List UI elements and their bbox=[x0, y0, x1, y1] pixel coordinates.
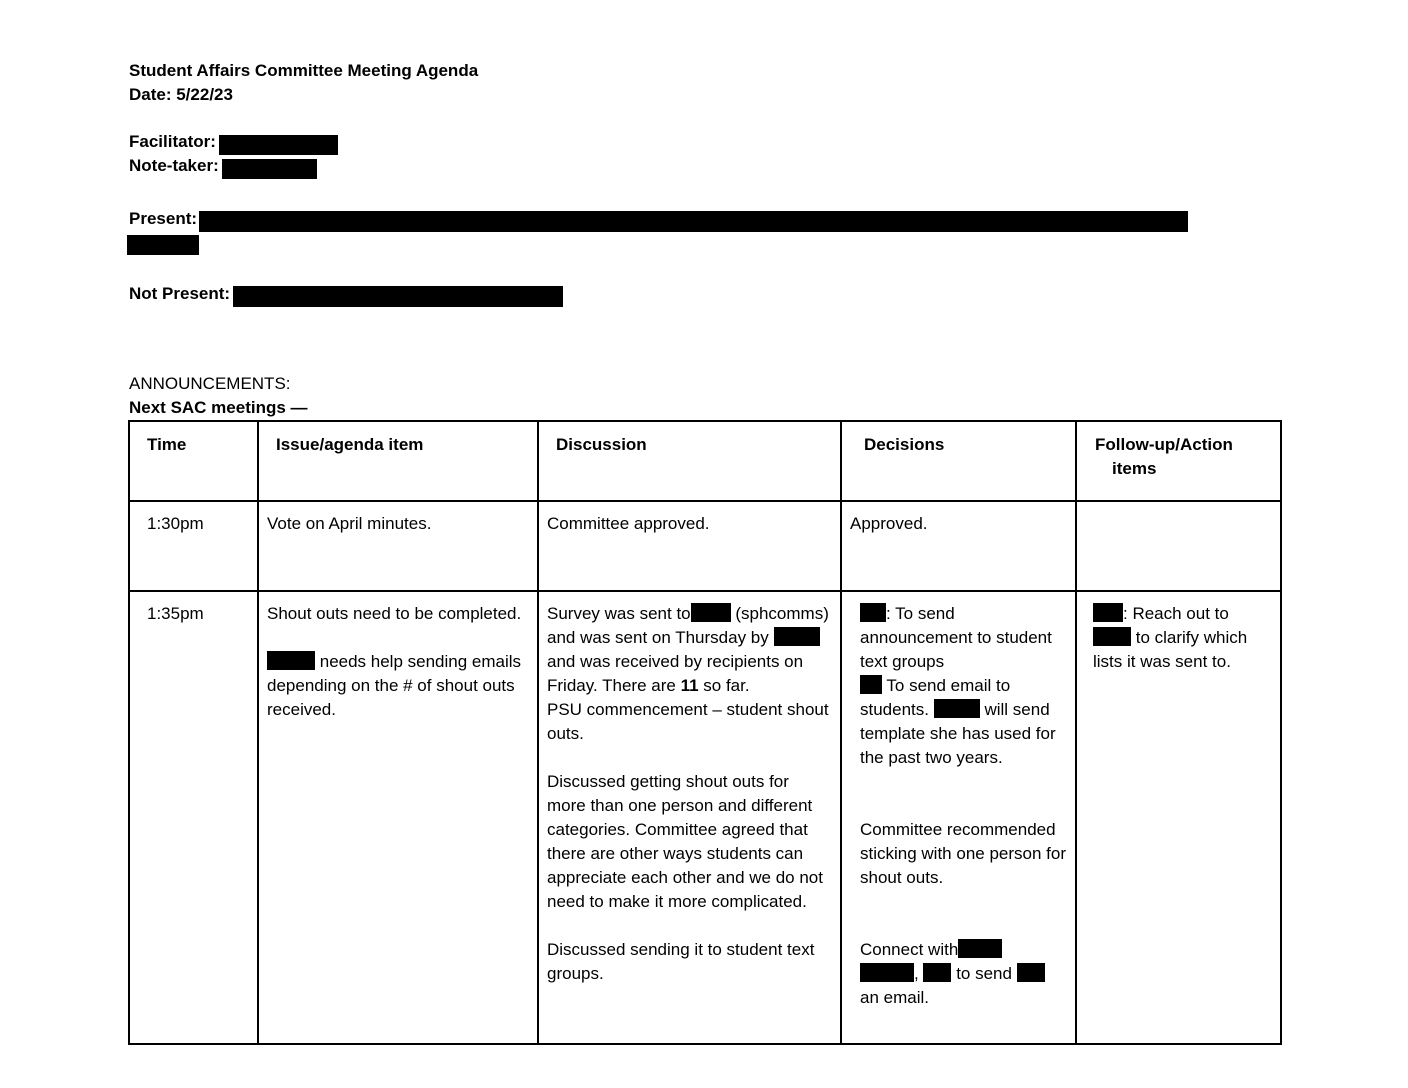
row2-dec-p2: Committee recommended sticking with one person for shout outs. bbox=[860, 820, 1066, 887]
row1-discussion: Committee approved. bbox=[538, 501, 841, 591]
present-label: Present: bbox=[129, 209, 198, 228]
name-redaction bbox=[691, 603, 731, 622]
fu-text: to clarify which lists it was sent to. bbox=[1093, 628, 1248, 671]
row2-issue bbox=[258, 591, 538, 1044]
row2-disc-p1 bbox=[547, 602, 832, 746]
fu-text: : Reach out to bbox=[1123, 604, 1229, 623]
doc-title: Student Affairs Committee Meeting Agenda bbox=[129, 61, 479, 80]
dec-text: To send email to students. bbox=[860, 676, 1011, 719]
name-redaction bbox=[1093, 603, 1123, 622]
row2-issue-p2-wrap bbox=[267, 650, 529, 722]
name-redaction bbox=[774, 627, 820, 646]
present-redaction-line2 bbox=[127, 235, 199, 255]
not-present-label: Not Present: bbox=[129, 284, 231, 303]
dec-text: to send bbox=[956, 964, 1012, 983]
table-row bbox=[129, 591, 1281, 1044]
header-followup-line1: Follow-up/Action bbox=[1095, 435, 1233, 454]
name-redaction bbox=[1017, 963, 1045, 982]
header-time: Time bbox=[129, 421, 258, 501]
row2-disc-p3: Discussed sending it to student text groups. bbox=[547, 940, 815, 983]
name-redaction bbox=[958, 939, 1002, 958]
row2-followup bbox=[1076, 591, 1281, 1044]
name-redaction bbox=[934, 699, 980, 718]
dec-text: will send template she has used for the past two years. bbox=[860, 700, 1056, 767]
header-discussion: Discussion bbox=[538, 421, 841, 501]
note-taker-redaction bbox=[222, 159, 317, 179]
name-redaction bbox=[860, 963, 914, 982]
row1-issue: Vote on April minutes. bbox=[258, 501, 538, 591]
facilitator-redaction bbox=[219, 135, 338, 155]
dec-text: , bbox=[914, 964, 919, 983]
dec-text: : To send announcement to student text groups bbox=[860, 604, 1052, 671]
row2-decisions bbox=[841, 591, 1076, 1044]
name-redaction bbox=[860, 675, 882, 694]
row2-disc-p2: Discussed getting shout outs for more than one person and different categories. Committee agreed that there are other ways students can appreciate each other and we do not need to make it more complicated. bbox=[547, 772, 823, 911]
not-present-redaction bbox=[233, 286, 563, 307]
row2-dec-p3 bbox=[860, 938, 1067, 1010]
disc-text: and was received by recipients on Friday. bbox=[547, 652, 804, 695]
disc-text: (sphcomms) and was sent on Thursday by bbox=[547, 604, 829, 647]
agenda-table bbox=[128, 420, 1282, 1045]
header-decisions: Decisions bbox=[841, 421, 1076, 501]
row1-time: 1:30pm bbox=[129, 501, 258, 591]
announcements-label: ANNOUNCEMENTS: bbox=[129, 374, 291, 393]
table-row bbox=[129, 501, 1281, 591]
name-redaction bbox=[923, 963, 951, 982]
header-issue: Issue/agenda item bbox=[258, 421, 538, 501]
row2-fu-p1 bbox=[1093, 602, 1272, 674]
name-redaction bbox=[1093, 627, 1131, 646]
name-redaction bbox=[860, 603, 886, 622]
row2-discussion bbox=[538, 591, 841, 1044]
row2-issue-p2: needs help sending emails depending on the # of shout outs received. bbox=[267, 652, 522, 719]
header-followup-line2: items bbox=[1112, 459, 1157, 478]
table-header-row bbox=[129, 421, 1281, 501]
row2-dec-p1 bbox=[860, 602, 1067, 770]
row1-decisions: Approved. bbox=[841, 501, 1076, 591]
row2-issue-p1: Shout outs need to be completed. bbox=[267, 604, 522, 623]
meeting-date: Date: 5/22/23 bbox=[129, 85, 233, 104]
note-taker-label: Note-taker: bbox=[129, 156, 219, 175]
disc-text: Survey was sent to bbox=[547, 604, 691, 623]
row1-followup bbox=[1076, 501, 1281, 591]
name-redaction bbox=[267, 651, 315, 670]
disc-text: so far. bbox=[703, 676, 750, 695]
shout-out-count: 11 bbox=[680, 676, 699, 695]
next-meetings-label: Next SAC meetings — bbox=[129, 398, 308, 417]
header-followup bbox=[1076, 421, 1281, 501]
present-redaction-line1 bbox=[199, 211, 1188, 232]
dec-text: Connect with bbox=[860, 940, 959, 959]
dec-text: an email. bbox=[860, 988, 929, 1007]
disc-text: There are bbox=[602, 676, 676, 695]
disc-text: PSU commencement – student shout outs. bbox=[547, 700, 829, 743]
row2-time: 1:35pm bbox=[129, 591, 258, 1044]
facilitator-label: Facilitator: bbox=[129, 132, 216, 151]
